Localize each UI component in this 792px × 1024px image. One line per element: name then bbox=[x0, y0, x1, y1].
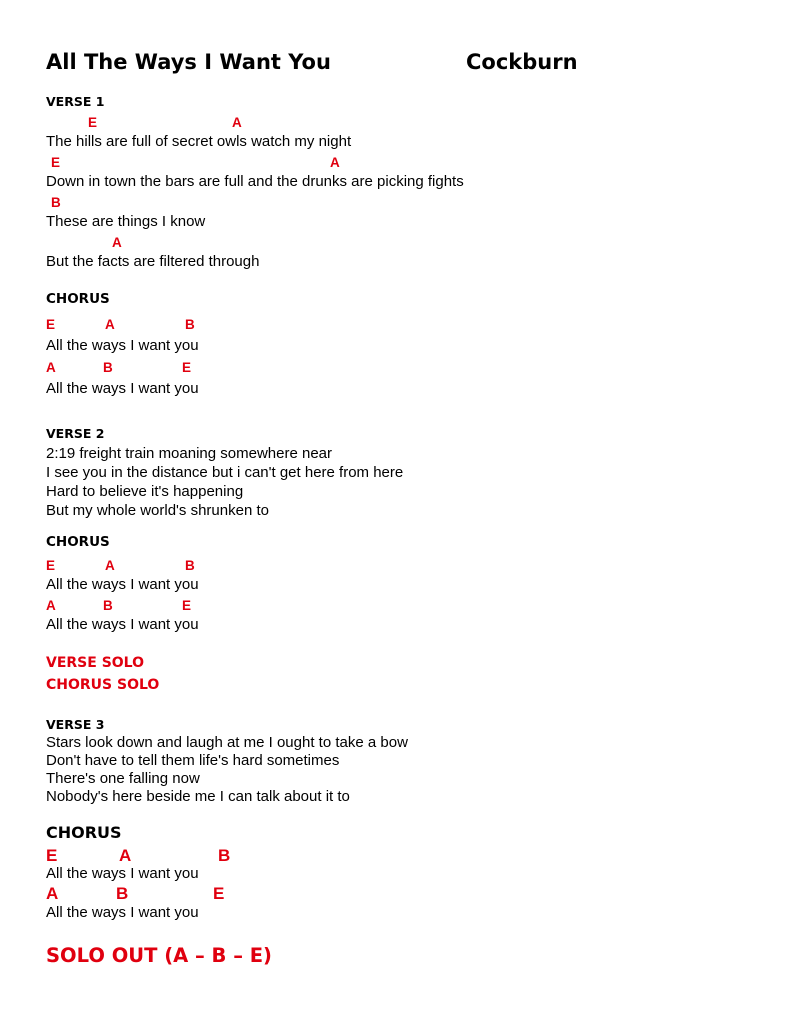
chord: E bbox=[46, 317, 56, 332]
lyric-line: But the facts are filtered through bbox=[46, 253, 260, 270]
lyric-line: Don't have to tell them life's hard sometimes bbox=[46, 752, 340, 769]
lyric-line: All the ways I want you bbox=[46, 616, 199, 633]
lyric-line: All the ways I want you bbox=[46, 337, 199, 354]
lyric-line: These are things I know bbox=[46, 213, 206, 230]
chord: E bbox=[46, 558, 56, 573]
lyric-line: Hard to believe it's happening bbox=[46, 483, 244, 500]
chord: E bbox=[182, 360, 192, 375]
chord: A bbox=[105, 317, 115, 332]
chorus3-label: CHORUS bbox=[46, 823, 122, 842]
chorus1-label: CHORUS bbox=[46, 291, 110, 307]
chord: B bbox=[116, 884, 129, 903]
artist-name: Cockburn bbox=[466, 50, 578, 74]
chord: E bbox=[46, 846, 58, 865]
chord: B bbox=[185, 558, 195, 573]
verse1-label: VERSE 1 bbox=[46, 94, 105, 109]
lyric-line: 2:19 freight train moaning somewhere near bbox=[46, 445, 332, 462]
solo-out-label: SOLO OUT (A – B – E) bbox=[46, 944, 272, 967]
lyric-line: All the ways I want you bbox=[46, 576, 199, 593]
chorus2-label: CHORUS bbox=[46, 534, 110, 550]
verse3-label: VERSE 3 bbox=[46, 717, 105, 732]
chord: E bbox=[51, 155, 61, 170]
lyric-line: All the ways I want you bbox=[46, 904, 199, 921]
verse-solo-label: VERSE SOLO bbox=[46, 655, 145, 671]
verse2-label: VERSE 2 bbox=[46, 426, 105, 441]
chord: A bbox=[46, 360, 56, 375]
lyric-line: I see you in the distance but i can't get here from here bbox=[46, 464, 404, 481]
chord: B bbox=[103, 598, 113, 613]
lyric-line: Down in town the bars are full and the drunks are picking fights bbox=[46, 173, 464, 190]
lyric-line: Nobody's here beside me I can talk about it to bbox=[46, 788, 350, 805]
lyric-line: All the ways I want you bbox=[46, 865, 199, 882]
chord: A bbox=[105, 558, 115, 573]
chord: E bbox=[88, 115, 98, 130]
lyric-line: All the ways I want you bbox=[46, 380, 199, 397]
lyric-line: But my whole world's shrunken to bbox=[46, 502, 269, 519]
chorus-solo-label: CHORUS SOLO bbox=[46, 677, 160, 693]
chord: A bbox=[46, 884, 59, 903]
chord: B bbox=[218, 846, 231, 865]
lyric-line: Stars look down and laugh at me I ought to take a bow bbox=[46, 734, 408, 751]
song-title: All The Ways I Want You bbox=[46, 50, 331, 74]
chord: A bbox=[119, 846, 132, 865]
chord: A bbox=[330, 155, 340, 170]
lyric-line: There's one falling now bbox=[46, 770, 200, 787]
chord: E bbox=[213, 884, 225, 903]
chord: A bbox=[232, 115, 242, 130]
chord: A bbox=[46, 598, 56, 613]
chord: B bbox=[51, 195, 61, 210]
chord: A bbox=[112, 235, 122, 250]
chord: B bbox=[185, 317, 195, 332]
chord: B bbox=[103, 360, 113, 375]
chord: E bbox=[182, 598, 192, 613]
lyric-line: The hills are full of secret owls watch my night bbox=[46, 133, 352, 150]
